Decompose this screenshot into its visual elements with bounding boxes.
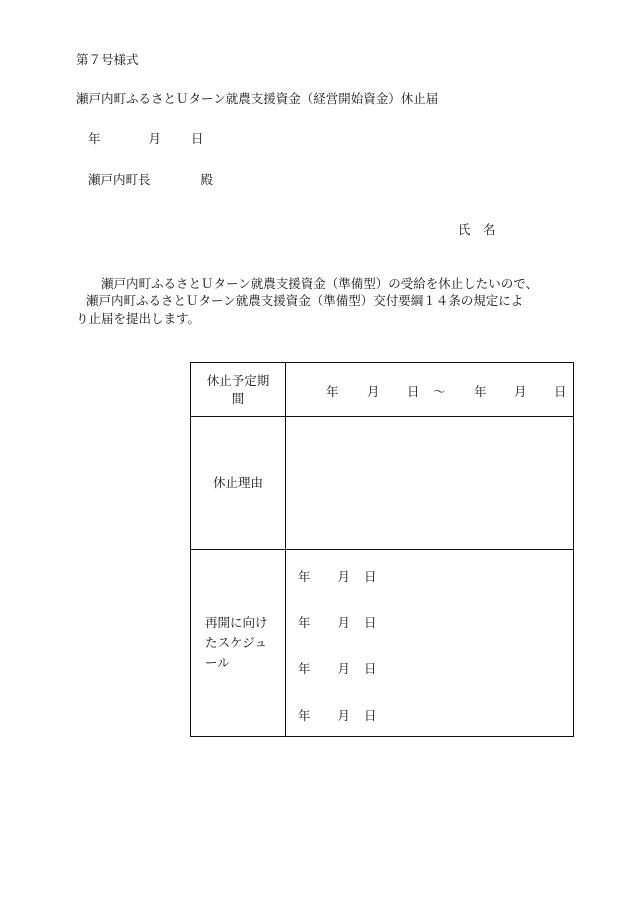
- period-label-line: 間: [231, 390, 245, 406]
- schedule-day: 日: [364, 569, 377, 584]
- date-month-label: 月: [148, 131, 161, 146]
- schedule-month: 月: [337, 708, 351, 723]
- schedule-entry: [298, 659, 377, 677]
- schedule-year: 年: [298, 661, 311, 676]
- schedule-day: 日: [364, 661, 377, 676]
- body-text-line: 瀬戸内町ふるさとＵターン就農支援資金（準備型）交付要綱１４条の規定によ: [86, 293, 524, 308]
- schedule-year: 年: [298, 569, 311, 584]
- schedule-month: 月: [337, 661, 351, 676]
- reason-row: [191, 417, 574, 550]
- schedule-label-line: 再開に向け: [205, 615, 268, 630]
- schedule-year: 年: [298, 615, 311, 630]
- suspension-details-table: [190, 362, 574, 737]
- schedule-entry: [298, 567, 377, 585]
- period-start-year: 年: [326, 384, 339, 399]
- body-text-line: り止届を提出します。: [76, 311, 201, 326]
- form-number: 第７号様式: [76, 52, 139, 67]
- schedule-row: [191, 550, 574, 737]
- schedule-day: 日: [364, 708, 377, 723]
- date-year-label: 年: [88, 131, 101, 146]
- addressee-suffix: 殿: [200, 172, 214, 187]
- date-day-label: 日: [190, 131, 204, 146]
- period-row: [191, 363, 574, 417]
- schedule-label-line: ール: [205, 655, 230, 670]
- period-end-year: 年: [474, 384, 487, 399]
- submission-date-line: [88, 131, 203, 147]
- period-start-month: 月: [367, 384, 380, 399]
- reason-label: 休止理由: [191, 417, 286, 550]
- schedule-value-cell[interactable]: [286, 550, 574, 737]
- period-end-day: 日: [554, 384, 567, 399]
- reason-value-cell[interactable]: [286, 417, 574, 550]
- addressee-name: 瀬戸内町長: [88, 172, 151, 187]
- period-label: [191, 363, 286, 417]
- document-title: 瀬戸内町ふるさとＵターン就農支援資金（経営開始資金）休止届: [76, 91, 439, 106]
- schedule-year: 年: [298, 708, 311, 723]
- schedule-month: 月: [337, 569, 351, 584]
- applicant-name-label: 氏 名: [458, 222, 496, 237]
- schedule-month: 月: [337, 615, 351, 630]
- schedule-label: [191, 550, 286, 737]
- schedule-day: 日: [364, 615, 377, 630]
- period-tilde: ～: [433, 384, 446, 399]
- period-label-line: 休止予定期: [206, 372, 270, 388]
- schedule-entry: [298, 706, 377, 724]
- period-end-month: 月: [514, 384, 527, 399]
- period-value-cell[interactable]: [286, 363, 574, 417]
- schedule-label-line: たスケジュ: [205, 635, 268, 650]
- period-start-day: 日: [407, 384, 420, 399]
- addressee: [88, 172, 213, 188]
- schedule-entry: [298, 613, 377, 631]
- body-text-line: 瀬戸内町ふるさとＵターン就農支援資金（準備型）の受給を休止したいので、: [101, 276, 539, 291]
